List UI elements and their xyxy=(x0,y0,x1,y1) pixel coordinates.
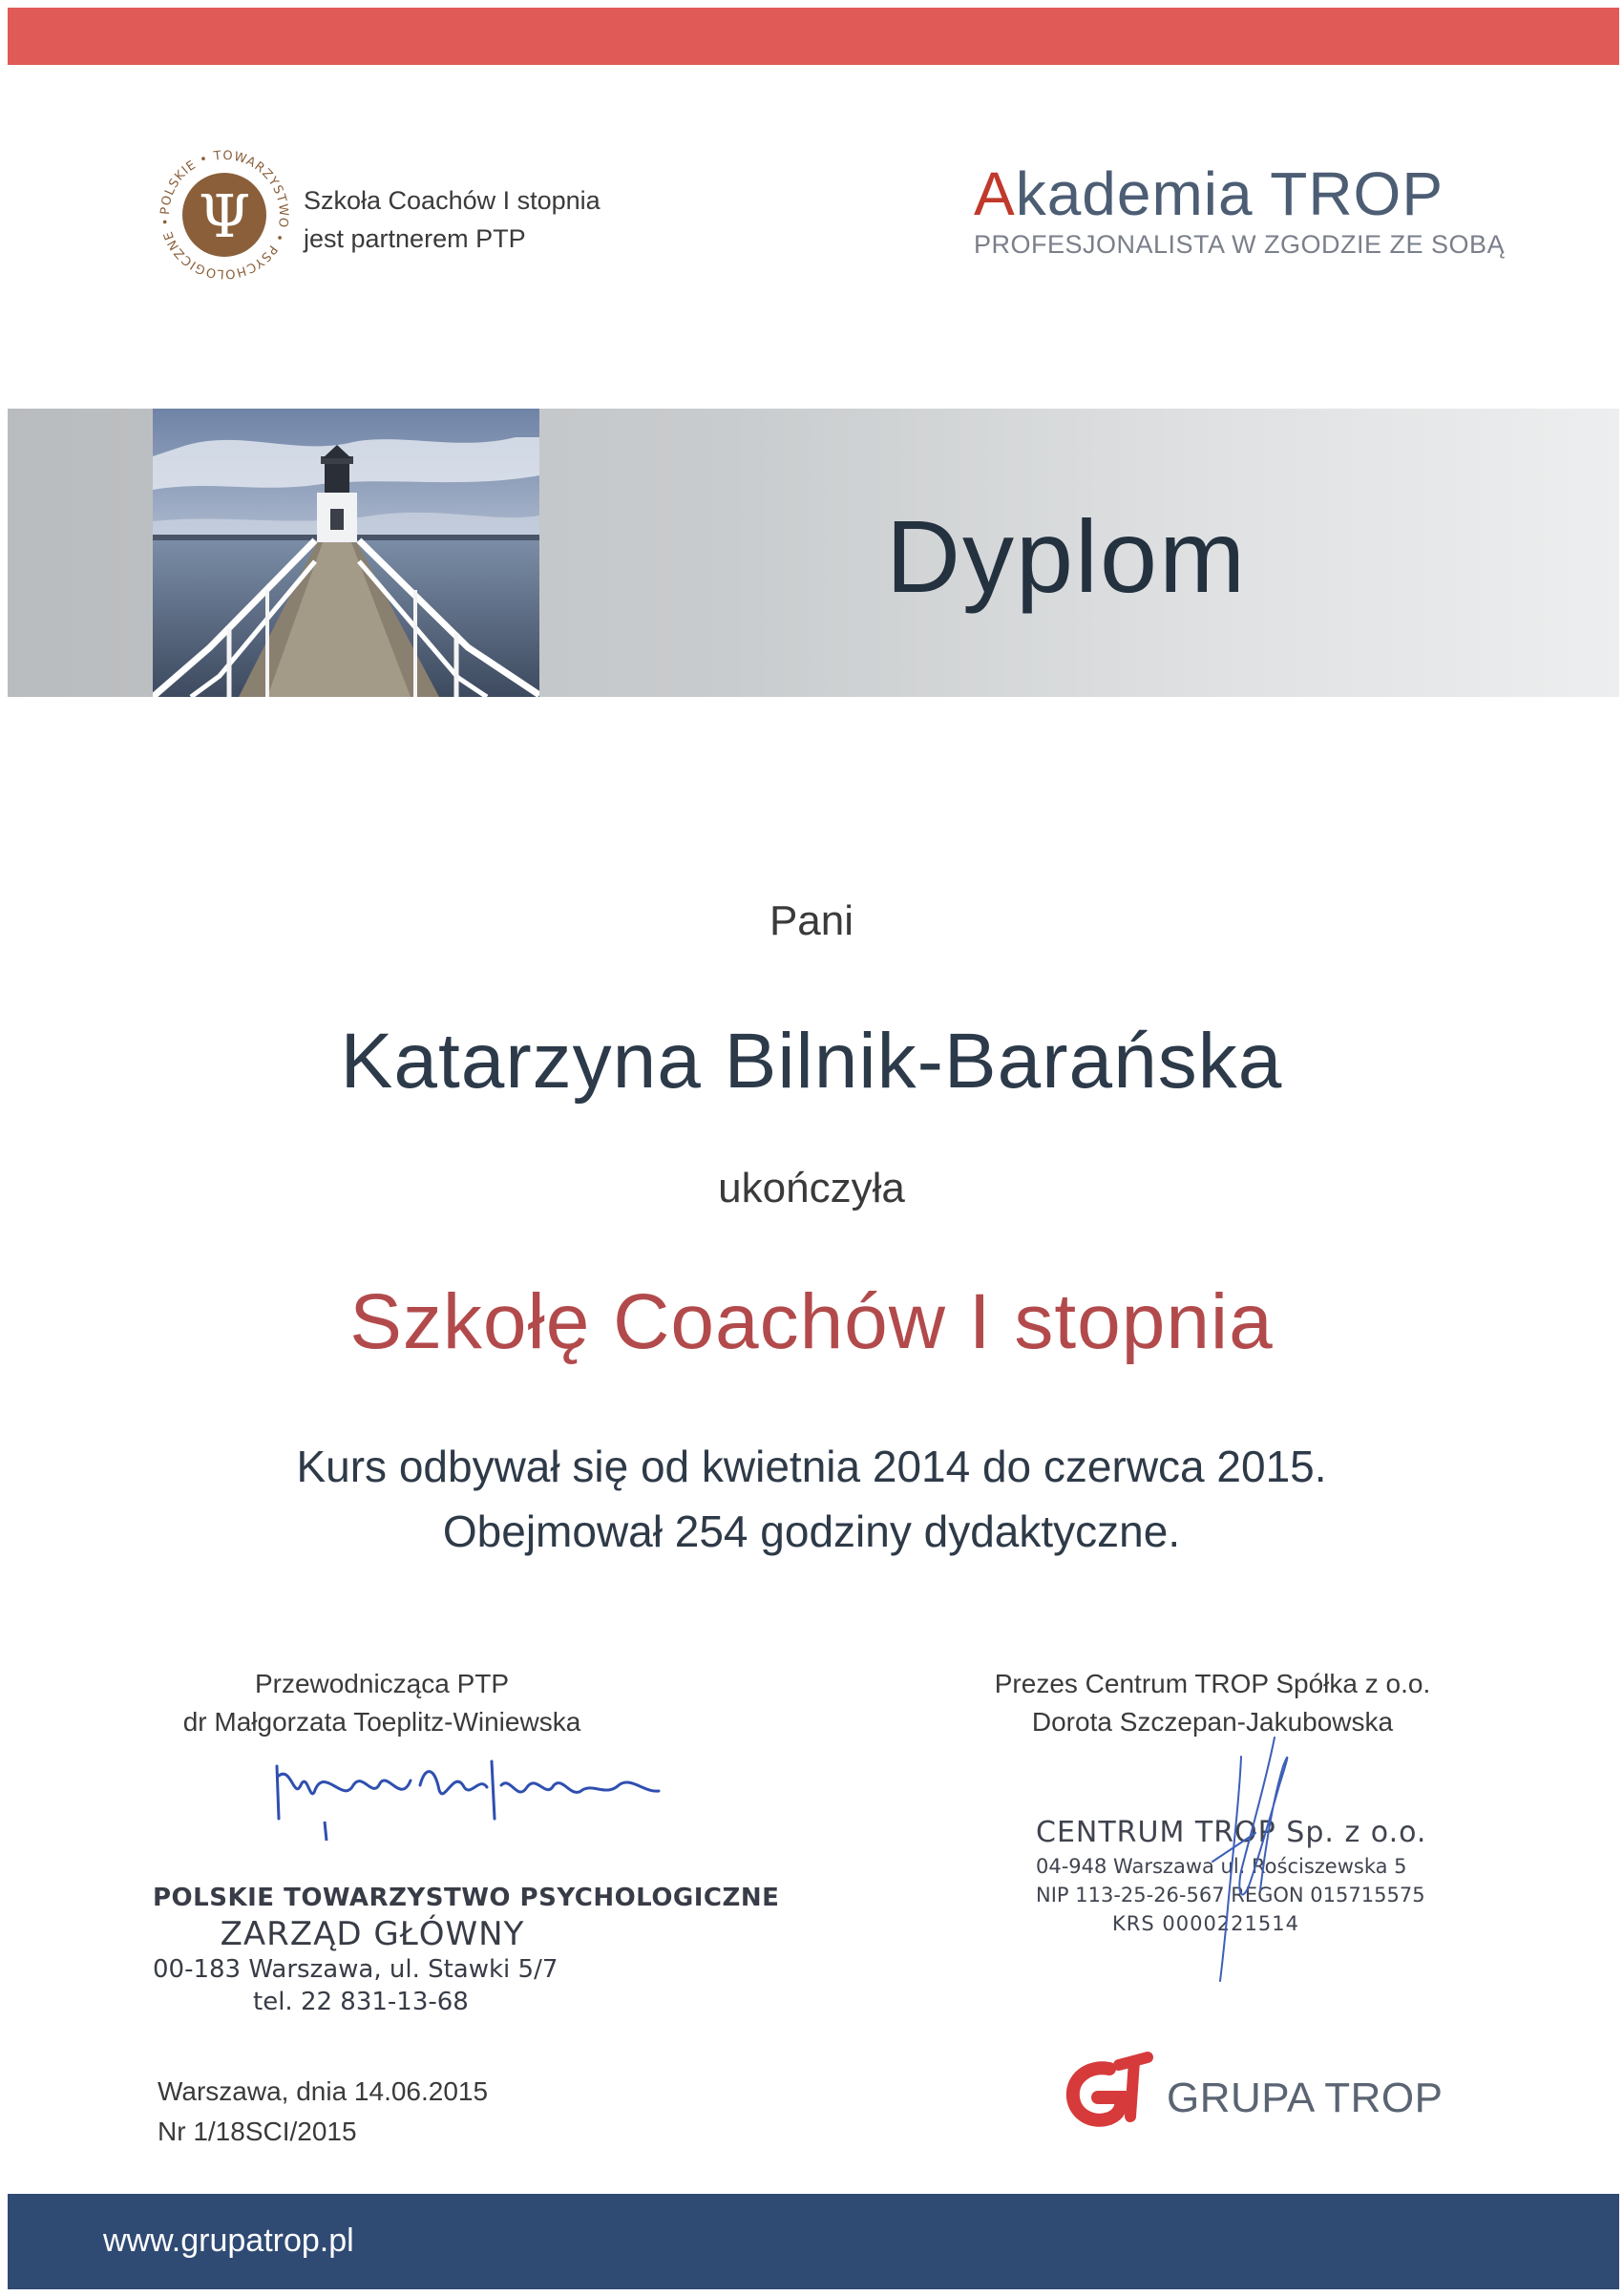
bottom-bar xyxy=(8,2194,1619,2289)
signatory-left-name: dr Małgorzata Toeplitz-Winiewska xyxy=(182,1707,581,1737)
stamp-trop-address: 04-948 Warszawa ul. Rościszewska 5 xyxy=(1036,1855,1407,1878)
akademia-tagline: PROFESJONALISTA W ZGODZIE ZE SOBĄ xyxy=(974,230,1506,259)
salutation: Pani xyxy=(769,897,854,944)
ptp-line-2: jest partnerem PTP xyxy=(304,224,526,253)
stamp-ptp-phone: tel. 22 831-13-68 xyxy=(253,1988,469,2016)
svg-text:POLSKIE • TOWARZYSTWO • PSYCHO: POLSKIE • TOWARZYSTWO • PSYCHOLOGICZNE • xyxy=(158,148,291,282)
signatory-right-name: Dorota Szczepan-Jakubowska xyxy=(1031,1707,1394,1737)
signature-right xyxy=(1184,1728,1317,1986)
akademia-name-rest: kademia TROP xyxy=(1015,159,1444,228)
completion-verb: ukończyła xyxy=(718,1165,905,1211)
ptp-logo xyxy=(153,143,296,286)
diploma-title: Dyplom xyxy=(886,498,1248,614)
grupa-trop-logo xyxy=(1060,2048,1461,2134)
recipient-name: Katarzyna Bilnik-Barańska xyxy=(340,1018,1283,1105)
stamp-ptp-org: POLSKIE TOWARZYSTWO PSYCHOLOGICZNE xyxy=(153,1884,780,1912)
website-link[interactable]: www.grupatrop.pl xyxy=(103,2222,354,2259)
top-accent-bar xyxy=(8,8,1619,65)
issue-details xyxy=(158,2072,488,2152)
course-dates: Kurs odbywał się od kwietnia 2014 do czerwca 2015. xyxy=(296,1442,1327,1491)
course-description xyxy=(0,1434,1623,1564)
stamp-trop-krs: KRS 0000221514 xyxy=(1112,1912,1299,1935)
ptp-line-1: Szkoła Coachów I stopnia xyxy=(304,186,601,215)
signatory-left xyxy=(143,1665,621,1741)
stamp-trop-company: CENTRUM TROP Sp. z o.o. xyxy=(1036,1816,1427,1849)
place-and-date: Warszawa, dnia 14.06.2015 xyxy=(158,2076,489,2106)
signature-left xyxy=(267,1747,668,1852)
signatory-left-role: Przewodnicząca PTP xyxy=(254,1669,510,1698)
svg-text:Ψ: Ψ xyxy=(198,181,251,251)
akademia-name xyxy=(974,160,1451,227)
lighthouse-photo xyxy=(153,409,539,697)
akademia-first-letter: A xyxy=(974,159,1016,228)
stamp-ptp-address: 00-183 Warszawa, ul. Stawki 5/7 xyxy=(153,1955,559,1984)
diploma-number: Nr 1/18SCI/2015 xyxy=(158,2117,357,2146)
ptp-partner-note xyxy=(304,181,601,258)
grupa-trop-icon xyxy=(1060,2048,1165,2134)
course-name: Szkołę Coachów I stopnia xyxy=(349,1278,1274,1365)
course-hours: Obejmował 254 godziny dydaktyczne. xyxy=(442,1506,1181,1556)
stamp-ptp-board: ZARZĄD GŁÓWNY xyxy=(220,1915,525,1953)
akademia-trop-logo xyxy=(974,159,1506,260)
signatory-right-role: Prezes Centrum TROP Spółka z o.o. xyxy=(994,1669,1431,1698)
diploma-banner xyxy=(8,409,1619,697)
stamp-trop-nip-regon: NIP 113-25-26-567 REGON 015715575 xyxy=(1036,1884,1425,1906)
grupa-trop-name: GRUPA TROP xyxy=(1167,2075,1444,2121)
stamp-ptp xyxy=(153,1881,780,2018)
